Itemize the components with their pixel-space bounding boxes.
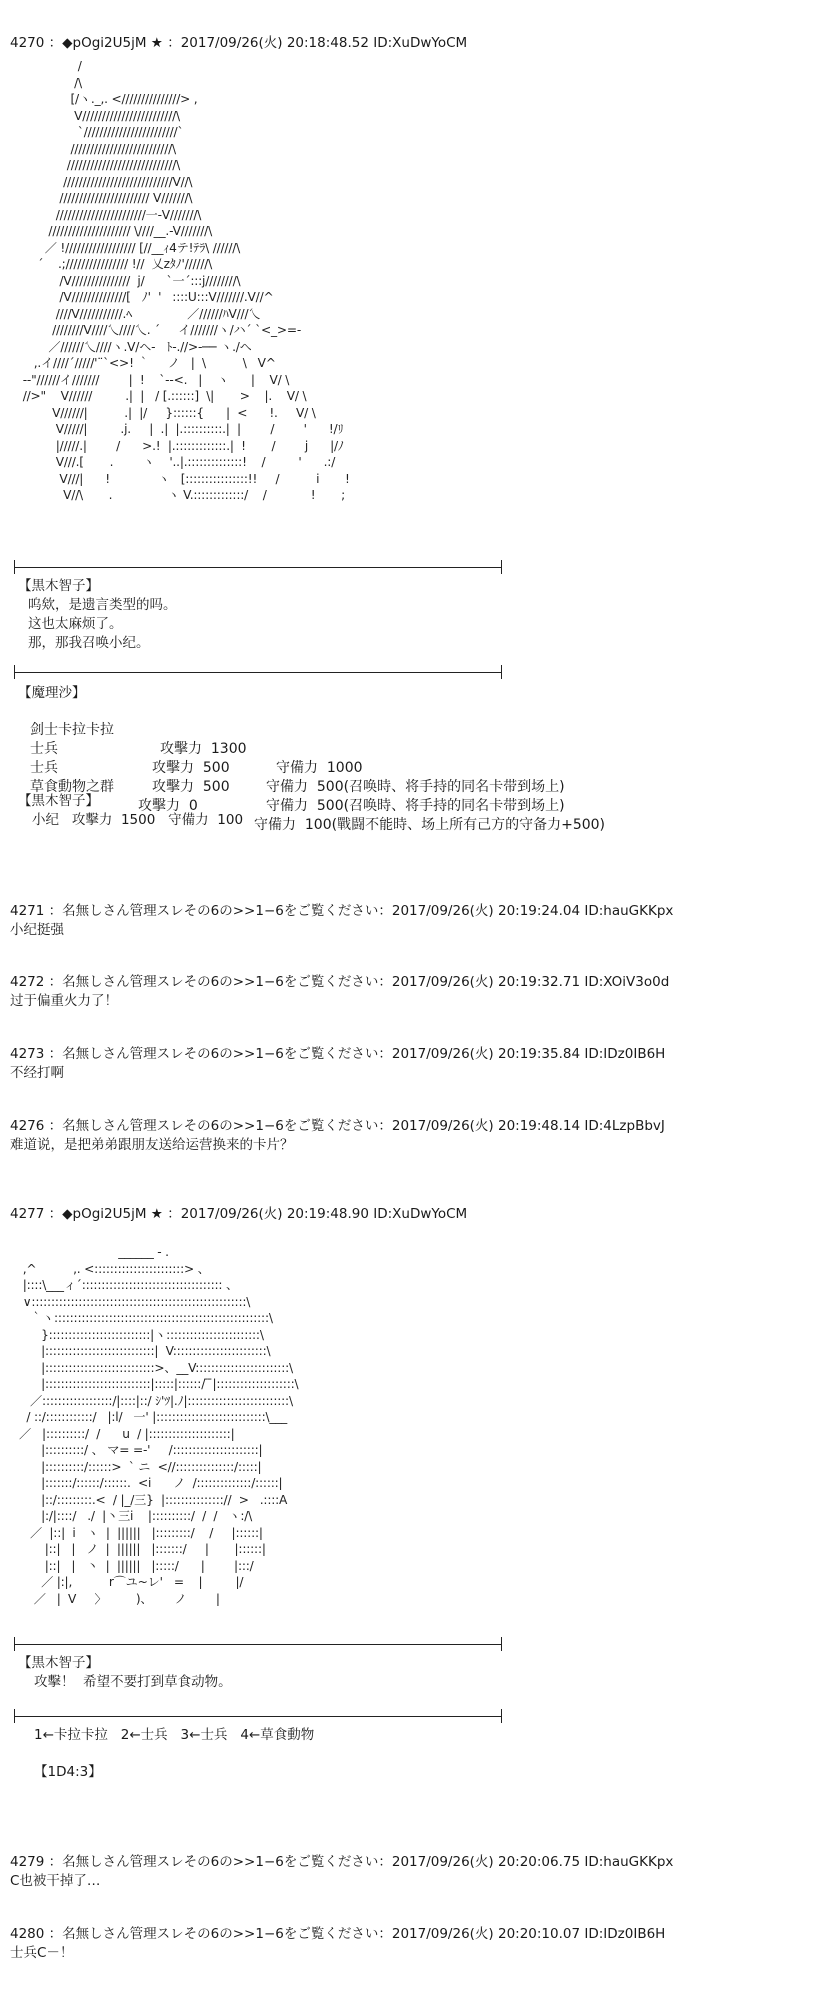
post-body-4276: 难道说，是把弟弟跟朋友送给运营换来的卡片？: [10, 1137, 294, 1153]
post-body-4279: C也被干掉了…: [10, 1873, 101, 1889]
ascii-art-tomoko-robe: ______ - . ,^ ,. <:::::::::::::::::::::::> 、 |::::\___ィ´:::::::::::::::::::::::::::::::::::: 、 ∨:::::::::::::::::::::::::::::::::::::::::::::::::::::::\ ｀ヽ:::::::::::::::::::::::::::::::::::::::::::::::::::::::\ }::::::::::::::::::::::::::|ヽ::::::::::::::::::::::::\ |::::::::::::::::::::::::::::| V::::::::::::::::::::::::\ |::::::::::::::::::::::::::::>、__V::::::::::::::::::::::::\ |:::::::::::::::::::::::::::|:::::|::::::/ ̄ ̄|::::::::::::::::::::\ ／::::::::::::::::::/|::::|::/ ｼ'ﾂ|.ﾉ|::::::::::::::::::::::::::\ / ::/::::::::::::/ |:l/ 一' |::::::::::::::::::::::::::::\___ ／ |::::::::::/ / u / |:::::::::::::::::::::| |::::::::::/ 、 マ= =-' /::::::::::::::::::::::| |::::::::::/::::::> ` ニ <//:::::::::::::::/:::::| |:::::::/::::::/::::::. <i ノ /::::::::::::::/::::::| |::/:::::::::.< / |_/三} |:::::::::::::::// > .::::A |:/|::::/ ./ |丶三i |::::::::::/ / / ヽ:/\ ／ |::| i ヽ | |||||| |:::::::::/ / |::::::| |::| | ノ | |||||| |:::::::/ | |::::::| |::| | 丶 | |||||| |:::::/ | |:::/ ／ |:|, r⌒ユ~レ' = | |/ ／ | V 〉 )、 ノ |: [19, 1245, 299, 1606]
dialogue-line: 呜欸，是遗言类型的吗。: [28, 597, 177, 613]
rule-tick: [501, 1709, 502, 1723]
card-name: 剑士卡拉卡拉: [30, 722, 114, 738]
divider-rule: [14, 1644, 502, 1645]
dialogue-line: 这也太麻烦了。: [28, 616, 123, 632]
post-header-4272: 4272 ：名無しさん管理スレその6の>>1−6をご覧ください：2017/09/26(火) 20:19:32.71 ID:XOiV3o0d: [10, 974, 670, 990]
card-defense: 守備力 500(召唤時、将手持的同名卡带到场上): [266, 798, 565, 814]
ascii-art-tomoko-hat: / /\ [/ヽ._,. <///////////////> , V////////////////////////\ `////////////////////////` //////////////////////////\ ////////////////////////////\ ////////////////////////////V//\ /////////////////////// V///////\ ///////////////////////一-V///////\ ///////////////////// \////__.-V///////\ ／ !////////////////// [//__ｨ4テ!ﾃﾗ\ //////\ ´ .;//////////////// !// 乂zﾀﾉ'//////\ /V/////////////// j/ `一´:::j////////\ /V//////////////[ ﾉ' ' ::::U:::V///////.V//^ ////V///////////.ﾍ ／//////ﾊV///乀 ////////V////乀////乀. ´ イ///////ヽ/ハ´ `<_>=- ／//////乀////ヽ.V/ヘ- ﾄ-.//>-── ヽ./ヘ ,.イ////´/////'¨`<>! ｀ ノ | \ \ V^ --"//////イ/////// | ! `--<. | ヽ | V/ \ //>" V////// .| | / [.::::::] \| > |. V/ \ V//////| .| |/ }::::::{ | < !. V/ \ V/////| .j. | .| |.::::::::::.| | / ' !/ﾘ |/////.| / >.! |.:::::::::::::.| ! / j |/ﾉ V///.[ . ヽ '..|.::::::::::::::! / ' .:/ V///| ! ヽ [::::::::::::::::!! / i ! V//\ . ヽ V.:::::::::::::/ / ! ;: [22, 59, 350, 502]
dialogue-line: 那，那我召唤小纪。: [28, 635, 150, 651]
divider-rule: [14, 1716, 502, 1717]
owner-name: 【魔理沙】: [18, 685, 86, 701]
post-body-4280: 士兵C－！: [10, 1945, 74, 1961]
rule-tick: [501, 560, 502, 574]
rule-tick: [501, 665, 502, 679]
card-defense: 守備力 1000: [276, 760, 363, 776]
post-header-4276: 4276 ：名無しさん管理スレその6の>>1−6をご覧ください：2017/09/26(火) 20:19:48.14 ID:4LzpBbvJ: [10, 1118, 665, 1134]
target-list: 1←卡拉卡拉 2←士兵 3←士兵 4←草食動物: [34, 1727, 315, 1743]
post-header-4271: 4271 ：名無しさん管理スレその6の>>1−6をご覧ください：2017/09/26(火) 20:19:24.04 ID:hauGKKpx: [10, 903, 674, 919]
rule-tick: [14, 665, 15, 679]
card-name: 士兵: [30, 741, 58, 757]
card-stat-line: 小纪 攻擊力 1500 守備力 100: [32, 812, 244, 828]
divider-rule: [14, 567, 502, 568]
post-body-4271: 小纪挺强: [10, 922, 64, 938]
dice-roll: 【1D4:3】: [34, 1764, 102, 1780]
post-header-4279: 4279 ：名無しさん管理スレその6の>>1−6をご覧ください：2017/09/26(火) 20:20:06.75 ID:hauGKKpx: [10, 1854, 674, 1870]
post-header-4270: 4270 ：◆pOgi2U5jM ★ ：2017/09/26(火) 20:18:48.52 ID:XuDwYoCM: [10, 35, 468, 51]
divider-rule: [14, 672, 502, 673]
dialogue-line: 攻擊！ 希望不要打到草食动物。: [34, 1674, 232, 1690]
card-attack: 攻擊力 500: [152, 760, 230, 776]
card-attack: 攻擊力 1300: [160, 741, 247, 757]
speaker-name: 【黒木智子】: [18, 578, 99, 594]
card-name: 士兵: [30, 760, 58, 776]
post-body-4272: 过于偏重火力了！: [10, 993, 118, 1009]
speaker-name: 【黒木智子】: [18, 1655, 99, 1671]
card-defense: 守備力 500(召唤時、将手持的同名卡带到场上): [266, 779, 565, 795]
rule-tick: [14, 1709, 15, 1723]
rule-tick: [14, 1637, 15, 1651]
rule-tick: [14, 560, 15, 574]
card-attack: 攻擊力 0: [138, 798, 198, 814]
post-body-4273: 不经打啊: [10, 1065, 64, 1081]
card-name: 草食動物之群: [30, 779, 114, 795]
owner-name: 【黒木智子】: [18, 793, 99, 809]
rule-tick: [501, 1637, 502, 1651]
card-defense: 守備力 100(戰闘不能時、场上所有己方的守备力+500): [254, 817, 605, 833]
post-header-4273: 4273 ：名無しさん管理スレその6の>>1−6をご覧ください：2017/09/26(火) 20:19:35.84 ID:IDz0IB6H: [10, 1046, 666, 1062]
post-header-4280: 4280 ：名無しさん管理スレその6の>>1−6をご覧ください：2017/09/26(火) 20:20:10.07 ID:IDz0IB6H: [10, 1926, 666, 1942]
post-header-4277: 4277 ：◆pOgi2U5jM ★ ：2017/09/26(火) 20:19:48.90 ID:XuDwYoCM: [10, 1206, 468, 1222]
card-attack: 攻擊力 500: [152, 779, 230, 795]
